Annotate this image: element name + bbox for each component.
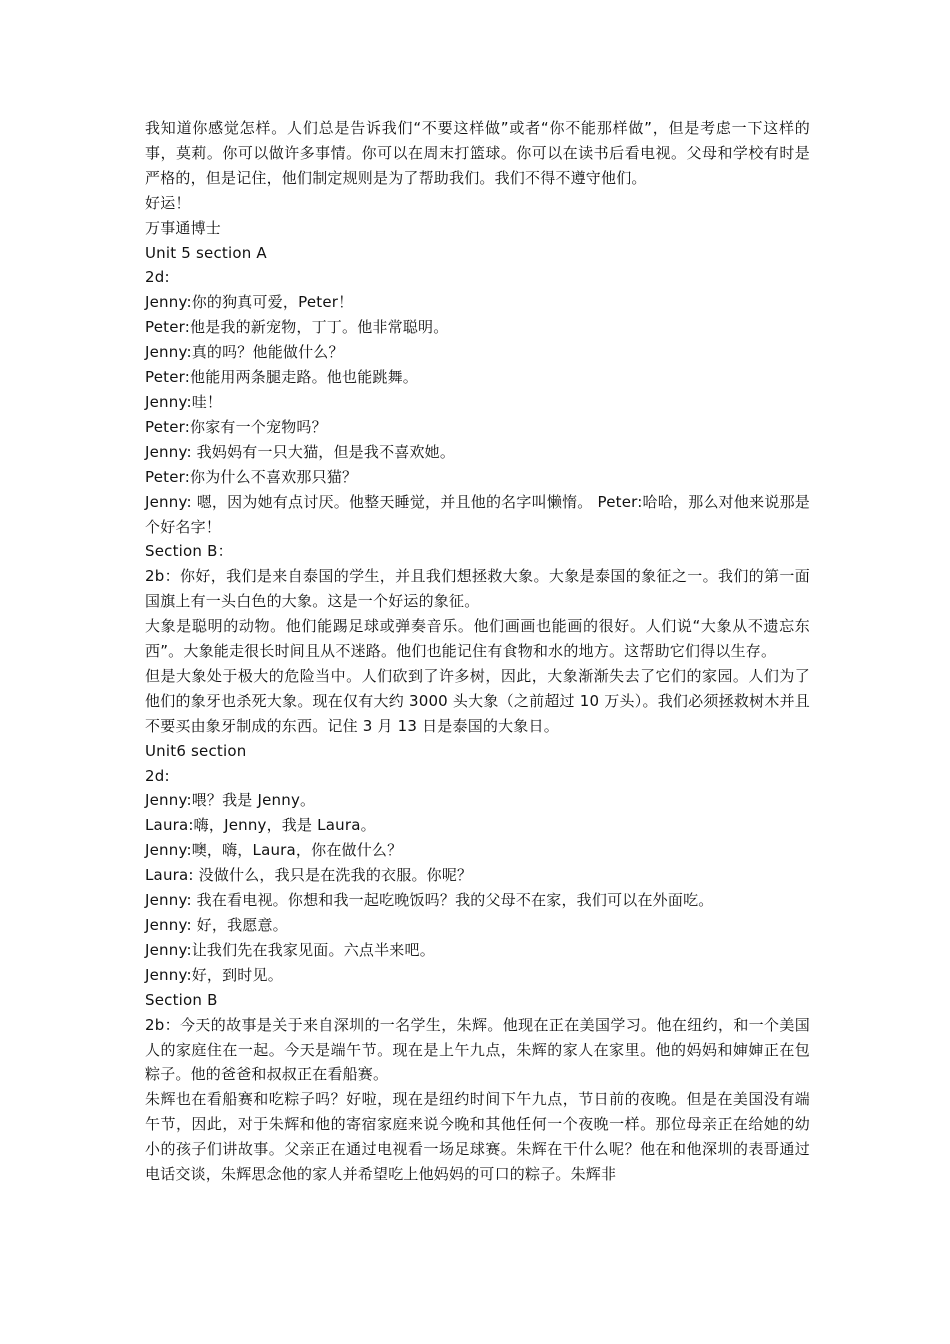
- heading-section-b: Section B: [145, 990, 218, 1009]
- line-good-luck: 好运！: [145, 193, 191, 212]
- dialogue-line: Jenny: 好，我愿意。: [145, 916, 288, 934]
- dialogue-line: Jenny:让我们先在我家见面。六点半来吧。: [145, 940, 435, 959]
- dialogue-line: Peter:你家有一个宠物吗？: [145, 417, 327, 436]
- dialogue-line: Jenny: 嗯，因为她有点讨厌。他整天睡觉，并且他的名字叫懒惰。 Peter:哈哈，那么对他来说那是个好名字！: [145, 492, 810, 536]
- dialogue-line: Laura:嗨，Jenny，我是 Laura。: [145, 816, 376, 835]
- dialogue-line: Jenny: 我妈妈有一只大猫，但是我不喜欢她。: [145, 442, 456, 461]
- paragraph-elephants-smart: 大象是聪明的动物。他们能踢足球或弹奏音乐。他们画画也能画的很好。人们说“大象从不遗忘东西”。大象能走很长时间且从不迷路。他们也能记住有食物和水的地方。这帮助它们得以生存。: [145, 617, 810, 661]
- line-signature: 万事通博士: [145, 218, 222, 237]
- paragraph-2b-elephants: 2b：你好，我们是来自泰国的学生，并且我们想拯救大象。大象是泰国的象征之一。我们的第一面国旗上有一头白色的大象。这是一个好运的象征。: [145, 567, 810, 611]
- paragraph-2b-zhu-hui: 2b：今天的故事是关于来自深圳的一名学生，朱辉。他现在正在美国学习。他在纽约，和一个美国人的家庭住在一起。今天是端午节。现在是上午九点，朱辉的家人在家里。他的妈妈和婶婶正在包粽子。他的爸爸和叔叔正在看船赛。: [145, 1015, 810, 1084]
- heading-2d: 2d:: [145, 268, 170, 287]
- heading-2d: 2d:: [145, 766, 170, 785]
- document-page: [145, 116, 810, 1187]
- heading-unit6-section: Unit6 section: [145, 741, 247, 760]
- dialogue-line: Jenny: 我在看电视。你想和我一起吃晚饭吗？我的父母不在家，我们可以在外面吃。: [145, 891, 714, 910]
- dialogue-line: Jenny:真的吗？他能做什么？: [145, 343, 344, 362]
- paragraph-elephants-danger: 但是大象处于极大的危险当中。人们砍到了许多树，因此，大象渐渐失去了它们的家园。人们为了他们的象牙也杀死大象。现在仅有大约 3000 头大象（之前超过 10 万头）。我们必须拯救树木并且不要买由象牙制成的东西。记住 3 月 13 日是泰国的大象日。: [145, 666, 810, 735]
- heading-section-b: Section B：: [145, 542, 233, 561]
- dialogue-line: Peter:他是我的新宠物，丁丁。他非常聪明。: [145, 318, 449, 337]
- paragraph-advice-letter: 我知道你感觉怎样。人们总是告诉我们“不要这样做”或者“你不能那样做”，但是考虑一下这样的事，莫莉。你可以做许多事情。你可以在周末打篮球。你可以在读书后看电视。父母和学校有时是严格的，但是记住，他们制定规则是为了帮助我们。我们不得不遵守他们。: [145, 119, 810, 187]
- dialogue-line: Jenny:噢，嗨，Laura，你在做什么？: [145, 841, 403, 860]
- dialogue-line: Jenny:你的狗真可爱，Peter！: [145, 293, 354, 312]
- paragraph-zhu-hui-new-york: 朱辉也在看船赛和吃粽子吗？好啦，现在是纽约时间下午九点，节日前的夜晚。但是在美国没有端午节，因此，对于朱辉和他的寄宿家庭来说今晚和其他任何一个夜晚一样。那位母亲正在给她的幼小的孩子们讲故事。父亲正在通过电视看一场足球赛。朱辉在干什么呢？他在和他深圳的表哥通过电话交谈，朱辉思念他的家人并希望吃上他妈妈的可口的粽子。朱辉非: [145, 1090, 810, 1184]
- dialogue-line: Peter:他能用两条腿走路。他也能跳舞。: [145, 368, 419, 387]
- dialogue-line: Jenny:喂？我是 Jenny。: [145, 791, 316, 810]
- dialogue-line: Jenny:好，到时见。: [145, 965, 283, 984]
- dialogue-line: Jenny:哇！: [145, 392, 223, 411]
- dialogue-line: Laura: 没做什么，我只是在洗我的衣服。你呢？: [145, 866, 473, 885]
- heading-unit5-section-a: Unit 5 section A: [145, 243, 267, 262]
- dialogue-line: Peter:你为什么不喜欢那只猫？: [145, 467, 358, 486]
